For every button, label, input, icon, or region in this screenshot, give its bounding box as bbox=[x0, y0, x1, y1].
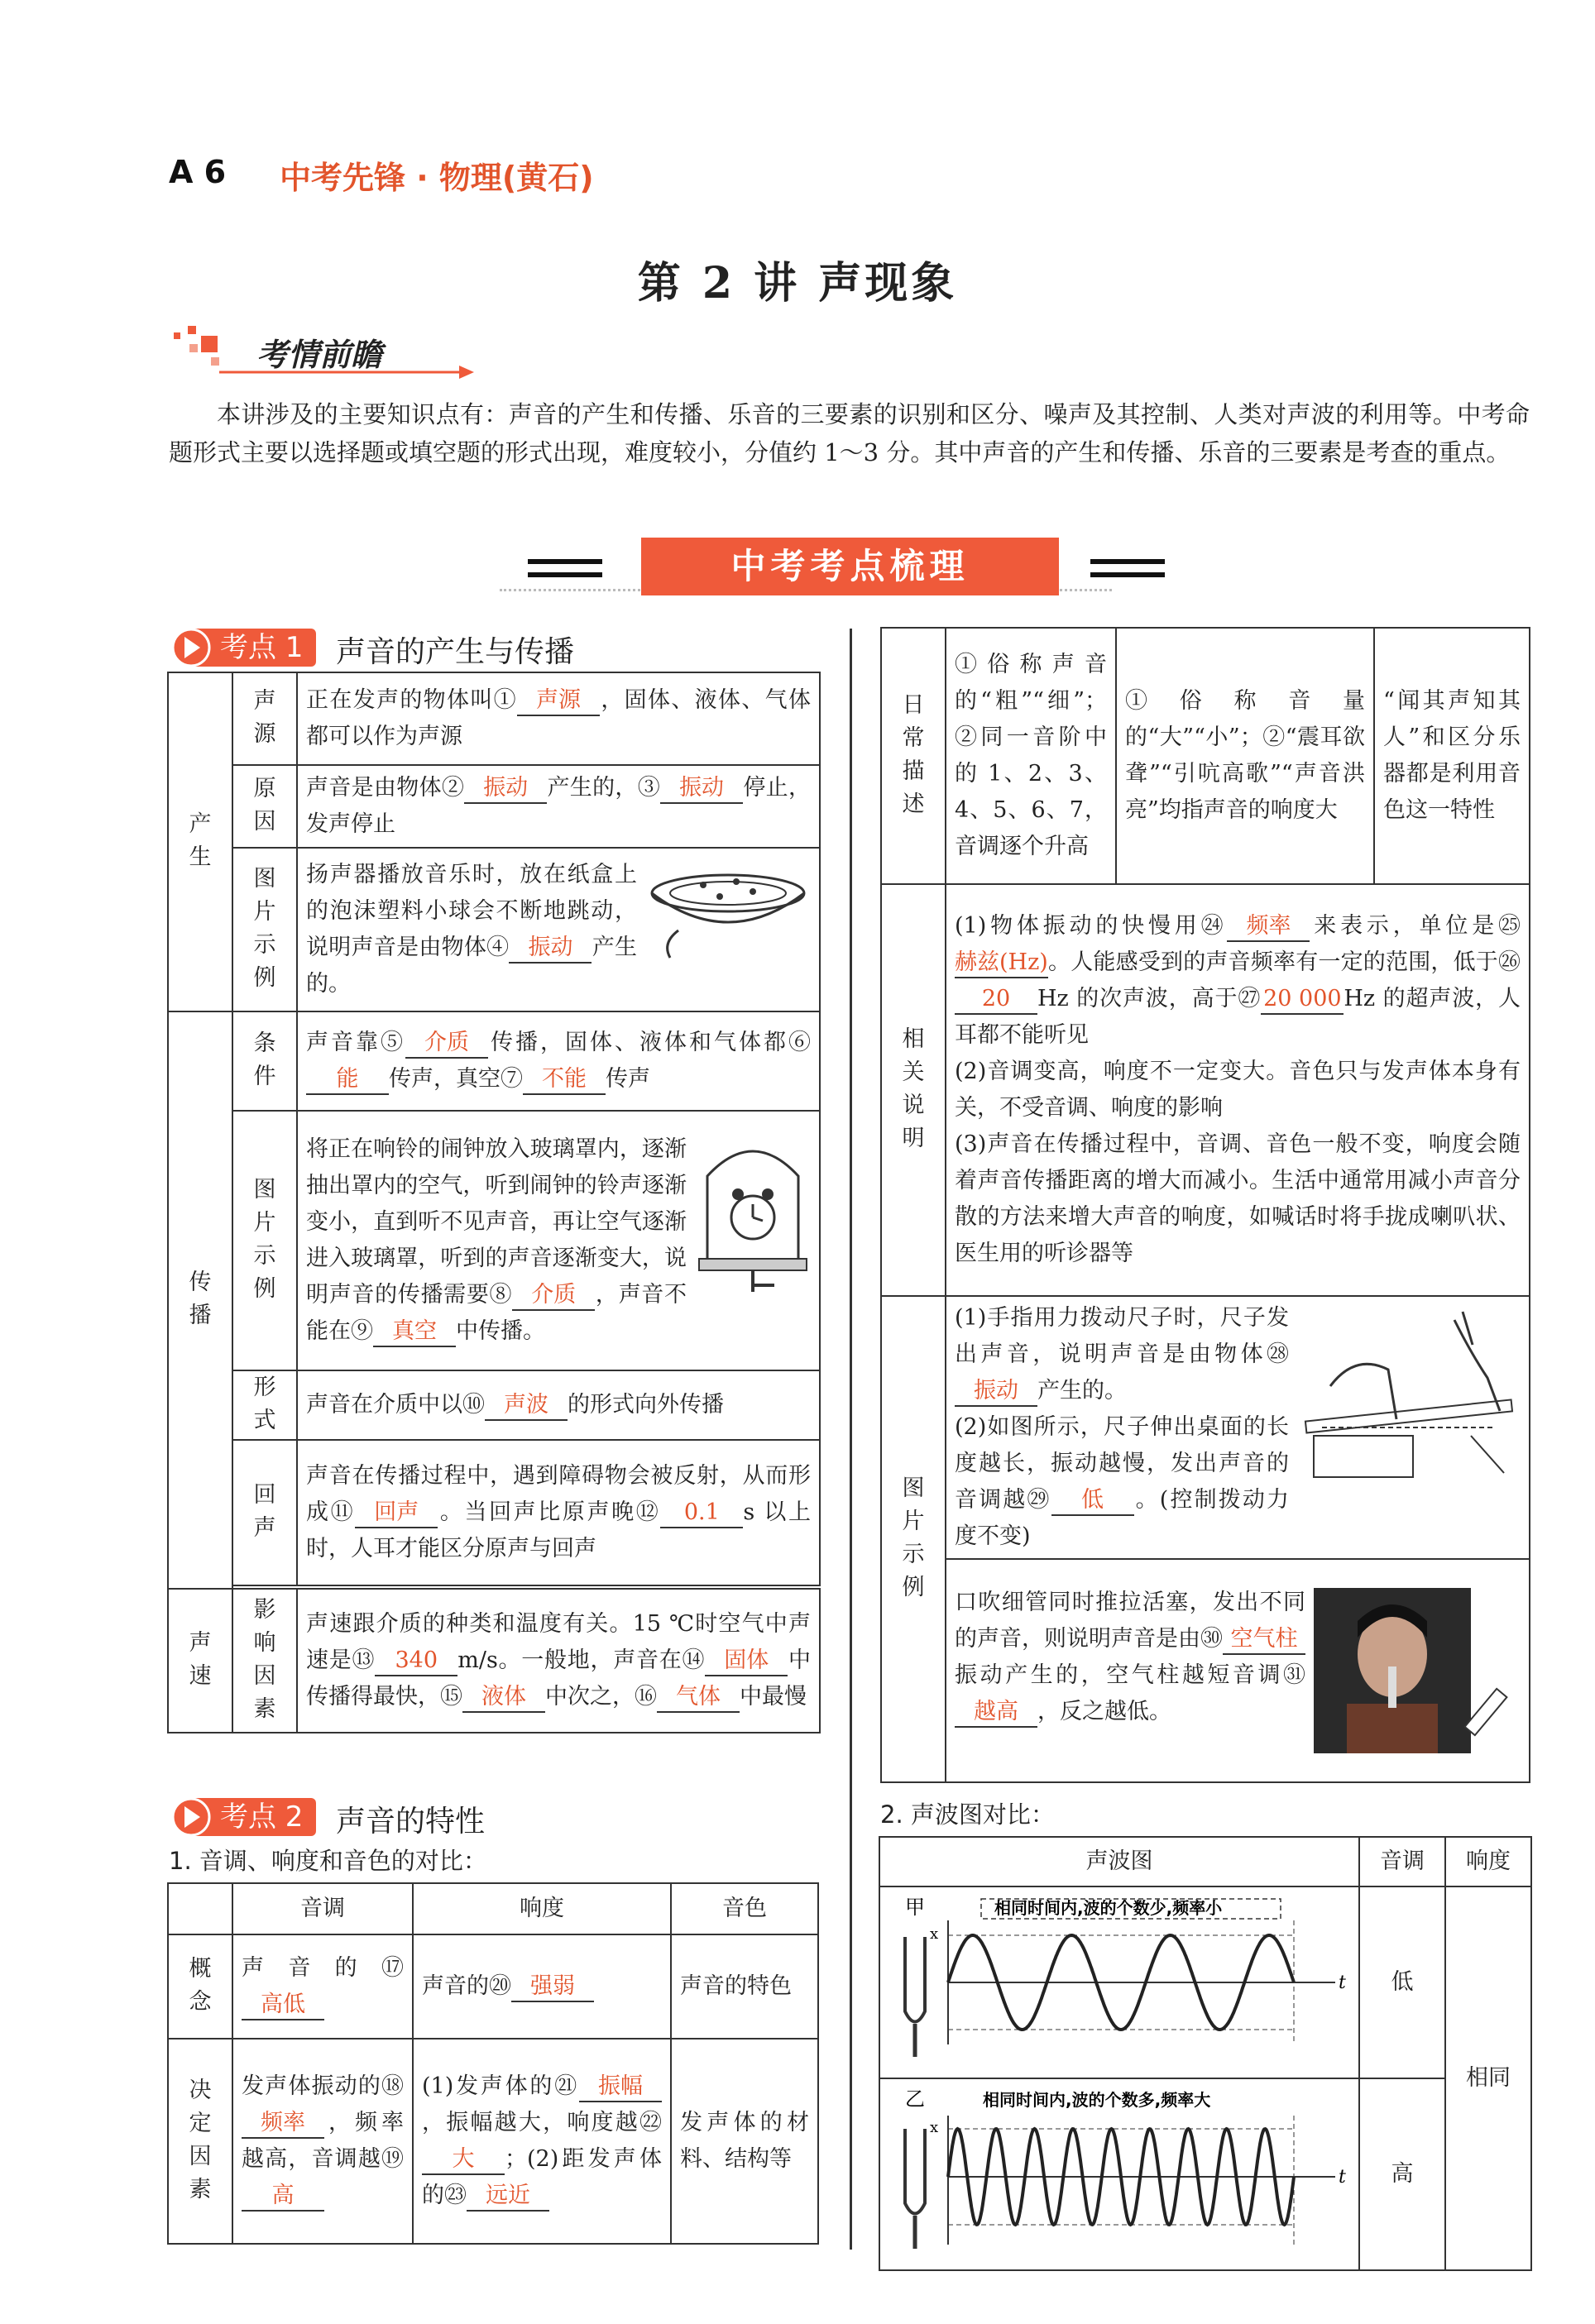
answer: 真空 bbox=[373, 1317, 456, 1347]
answer: 高 bbox=[242, 2182, 324, 2212]
decide-timbre: 发声体的材料、结构等 bbox=[671, 2039, 818, 2244]
concept-timbre: 声音的特色 bbox=[671, 1934, 818, 2039]
answer: 声源 bbox=[517, 686, 600, 716]
answer: 空气柱 bbox=[1223, 1625, 1305, 1655]
wave-pitch-high: 高 bbox=[1359, 2078, 1445, 2270]
answer: 振动 bbox=[660, 774, 743, 804]
daily-timbre: “闻其声知其人”和区分乐器都是利用音色这一特性 bbox=[1374, 628, 1530, 884]
row-label: 声源 bbox=[232, 672, 297, 765]
row-label: 图片示例 bbox=[881, 1296, 946, 1782]
row-label: 形式 bbox=[232, 1370, 297, 1440]
row-label: 条件 bbox=[232, 1011, 297, 1111]
answer: 频率 bbox=[1227, 912, 1310, 942]
answer: 振幅 bbox=[579, 2073, 662, 2102]
wave-table bbox=[879, 1836, 1532, 2271]
answer: 介质 bbox=[405, 1029, 488, 1059]
table-header bbox=[168, 1883, 232, 1934]
decide-loudness: (1)发声体的㉑ 振幅，振幅越大，响度越㉒大 ；(2)距发声体的㉓ 远近 bbox=[413, 2039, 671, 2244]
right-sub2: 2. 声波图对比： bbox=[880, 1800, 1055, 1829]
kqqz-title: 考情前瞻 bbox=[256, 337, 383, 373]
kp1-row7: 声音在传播过程中，遇到障碍物会被反射，从而形成⑪ 回声 。当回声比原声晚⑫ 0.1 s 以上时，人耳才能区分原声与回声 bbox=[297, 1440, 820, 1585]
answer: 越高 bbox=[955, 1698, 1037, 1728]
kp1-row8: 声速跟介质的种类和温度有关。15 ℃时空气中声速是⑬ 340 m/s。一般地，声音在⑭ 固体 中传播得最快，⑮ 液体 中次之，⑯ 气体 中最慢 bbox=[297, 1589, 820, 1733]
axis-label: t bbox=[1339, 1973, 1346, 1993]
answer: 频率 bbox=[242, 2109, 324, 2139]
related-notes: (1)物体振动的快慢用㉔ 频率 来表示，单位是㉕赫兹(Hz)。人能感受到的声音频率有一定的范围，低于㉖20 Hz 的次声波，高于㉗ 20 000 Hz 的超声波，人耳都不能听见 (2)音调变高，响度不一定变大。音色只与发声体本身有关，不受音调、响度的影响 (3)声音在传播过程中，音调、音色一般不变，响度会随着声音传播距离的增大而减小。生活中通常用减小声音分散的方法来增大声音的响度，如喊话时将手拢成喇叭状、医生用的听诊器等 bbox=[946, 884, 1530, 1296]
answer: 不能 bbox=[523, 1065, 606, 1095]
chapter-title: 第 2 讲 声现象 bbox=[637, 258, 958, 308]
table-header: 音色 bbox=[671, 1883, 818, 1934]
kp1-row2: 声音是由物体② 振动 产生的，③ 振动 停止，发声停止 bbox=[297, 765, 820, 848]
answer: 赫兹(Hz) bbox=[955, 949, 1048, 978]
banner-left-line bbox=[528, 572, 602, 577]
answer: 气体 bbox=[657, 1683, 740, 1713]
daily-loudness: ①俗称音量的“大”“小”；②“震耳欲聋”“引吭高歌”“声音洪亮”均指声音的响度大 bbox=[1116, 628, 1374, 884]
kp1-row6: 声音在介质中以⑩ 声波 的形式向外传播 bbox=[297, 1370, 820, 1440]
table-header: 声波图 bbox=[879, 1837, 1359, 1886]
answer: 振动 bbox=[464, 774, 547, 804]
cat-spread: 传播 bbox=[168, 1011, 232, 1589]
answer: 强弱 bbox=[511, 1973, 594, 2002]
table-header: 音调 bbox=[232, 1883, 413, 1934]
wave-caption: 相同时间内,波的个数少,频率小 bbox=[994, 1898, 1223, 1918]
row-label: 回声 bbox=[232, 1440, 297, 1585]
concept-pitch: 声音的⑰高低 bbox=[232, 1934, 413, 2039]
axis-label: x bbox=[930, 1925, 939, 1943]
axis-label: t bbox=[1339, 2167, 1346, 2188]
column-divider bbox=[850, 629, 852, 2250]
wave-tag: 甲 bbox=[905, 1896, 925, 1919]
ruler-hand-icon bbox=[1297, 1303, 1521, 1485]
play-arrow-icon bbox=[170, 627, 212, 668]
row-label: 图片示例 bbox=[232, 1111, 297, 1370]
page-label: A 6 bbox=[169, 154, 227, 190]
answer: 远近 bbox=[467, 2182, 549, 2212]
answer: 回声 bbox=[355, 1499, 438, 1528]
answer: 0.1 bbox=[660, 1499, 743, 1528]
kp2-title: 声音的特性 bbox=[336, 1805, 486, 1839]
answer: 低 bbox=[1051, 1486, 1134, 1516]
answer: 液体 bbox=[462, 1683, 545, 1713]
answer: 20 000 bbox=[1261, 985, 1344, 1015]
answer: 大 bbox=[422, 2145, 505, 2175]
kp1-row5: 将正在响铃的闹钟放入玻璃罩内，逐渐抽出罩内的空气，听到闹钟的铃声逐渐变小，直到听不见声音，再让空气逐渐进入玻璃罩，听到的声音逐渐变大，说明声音的传播需要⑧ 介质 ，声音不能在⑨ 真空 中传播。 bbox=[297, 1111, 820, 1370]
wave-loudness: 相同 bbox=[1445, 1886, 1531, 2270]
answer: 介质 bbox=[512, 1281, 595, 1311]
row-label: 决定因素 bbox=[168, 2039, 232, 2244]
section-banner: 中考考点梳理 bbox=[641, 538, 1059, 595]
play-arrow-icon bbox=[170, 1796, 212, 1838]
book-title: 中考先锋 · 物理(黄石) bbox=[280, 160, 594, 196]
kp1-title: 声音的产生与传播 bbox=[336, 635, 575, 669]
kp1-table bbox=[167, 672, 821, 1733]
cat-speed: 声速 bbox=[168, 1589, 232, 1733]
wave-graph-1 bbox=[879, 1886, 1359, 2078]
kp2-badge: 考点 2 bbox=[172, 1798, 316, 1836]
wave-graph-2 bbox=[879, 2078, 1359, 2270]
banner-left-line bbox=[528, 559, 602, 564]
table-header: 响度 bbox=[1445, 1837, 1531, 1886]
boy-blowing-pipe-icon bbox=[1314, 1588, 1521, 1753]
answer: 20 bbox=[955, 985, 1037, 1015]
row-label: 影响因素 bbox=[232, 1589, 297, 1733]
answer: 振动 bbox=[509, 934, 592, 964]
pic-air-column: 口吹细管同时推拉活塞，发出不同的声音，则说明声音是由㉚ 空气柱振动产生的，空气柱越短音调㉛越高 ，反之越低。 bbox=[946, 1559, 1530, 1782]
row-label: 概念 bbox=[168, 1934, 232, 2039]
banner-right-line bbox=[1090, 572, 1165, 577]
kp1-row4: 声音靠⑤ 介质 传播，固体、液体和气体都⑥能 传声，真空⑦ 不能 传声 bbox=[297, 1011, 820, 1111]
speaker-bowl-icon bbox=[645, 860, 811, 968]
kp2-sub1: 1. 音调、响度和音色的对比： bbox=[169, 1847, 487, 1875]
answer: 振动 bbox=[955, 1377, 1037, 1407]
right-table bbox=[880, 627, 1530, 1783]
banner-right-line bbox=[1090, 559, 1165, 564]
table-header: 响度 bbox=[413, 1883, 671, 1934]
answer: 能 bbox=[306, 1065, 389, 1095]
answer: 高低 bbox=[242, 1991, 324, 2020]
row-label: 日常描述 bbox=[881, 628, 946, 884]
wave-caption: 相同时间内,波的个数多,频率大 bbox=[983, 2090, 1211, 2110]
pic-ruler: (1)手指用力拨动尺子时，尺子发出声音，说明声音是由物体㉘振动 产生的。 (2)如图所示，尺子伸出桌面的长度越长，振动越慢，发出声音的音调越㉙ 低 。(控制拨动力度不变) bbox=[946, 1296, 1530, 1559]
concept-loudness: 声音的⑳ 强弱 bbox=[413, 1934, 671, 2039]
row-label: 相关说明 bbox=[881, 884, 946, 1296]
answer: 声波 bbox=[485, 1391, 568, 1421]
daily-pitch: ①俗称声音的“粗”“细”；②同一音阶中的 1、2、3、4、5、6、7，音调逐个升高 bbox=[946, 628, 1116, 884]
bell-jar-clock-icon bbox=[695, 1135, 811, 1300]
answer: 固体 bbox=[705, 1647, 788, 1676]
decide-pitch: 发声体振动的⑱频率 ，频率越高，音调越⑲高 bbox=[232, 2039, 413, 2244]
answer: 340 bbox=[375, 1647, 457, 1676]
row-label: 原因 bbox=[232, 765, 297, 848]
wave-pitch-low: 低 bbox=[1359, 1886, 1445, 2078]
kp1-row1: 正在发声的物体叫① 声源 ，固体、液体、气体都可以作为声源 bbox=[297, 672, 820, 765]
wave-tag: 乙 bbox=[905, 2087, 925, 2111]
axis-label: x bbox=[930, 2119, 939, 2136]
table-header: 音调 bbox=[1359, 1837, 1445, 1886]
kp2-table bbox=[167, 1882, 819, 2245]
wave-chart-low bbox=[880, 1887, 1357, 2066]
row-label: 图片示例 bbox=[232, 848, 297, 1011]
wave-chart-high bbox=[880, 2079, 1357, 2258]
kqqz-text: 本讲涉及的主要知识点有：声音的产生和传播、乐音的三要素的识别和区分、噪声及其控制、人类对声波的利用等。中考命题形式主要以选择题或填空题的形式出现，难度较小，分值约 1～3 分。其中声音的产生和传播、乐音的三要素是考查的重点。 bbox=[169, 400, 1530, 466]
kp1-row3: 扬声器播放音乐时，放在纸盒上的泡沫塑料小球会不断地跳动，说明声音是由物体④ 振动 产生的。 bbox=[297, 848, 820, 1011]
cat-produce: 产生 bbox=[168, 672, 232, 1011]
kp1-badge: 考点 1 bbox=[172, 629, 316, 667]
